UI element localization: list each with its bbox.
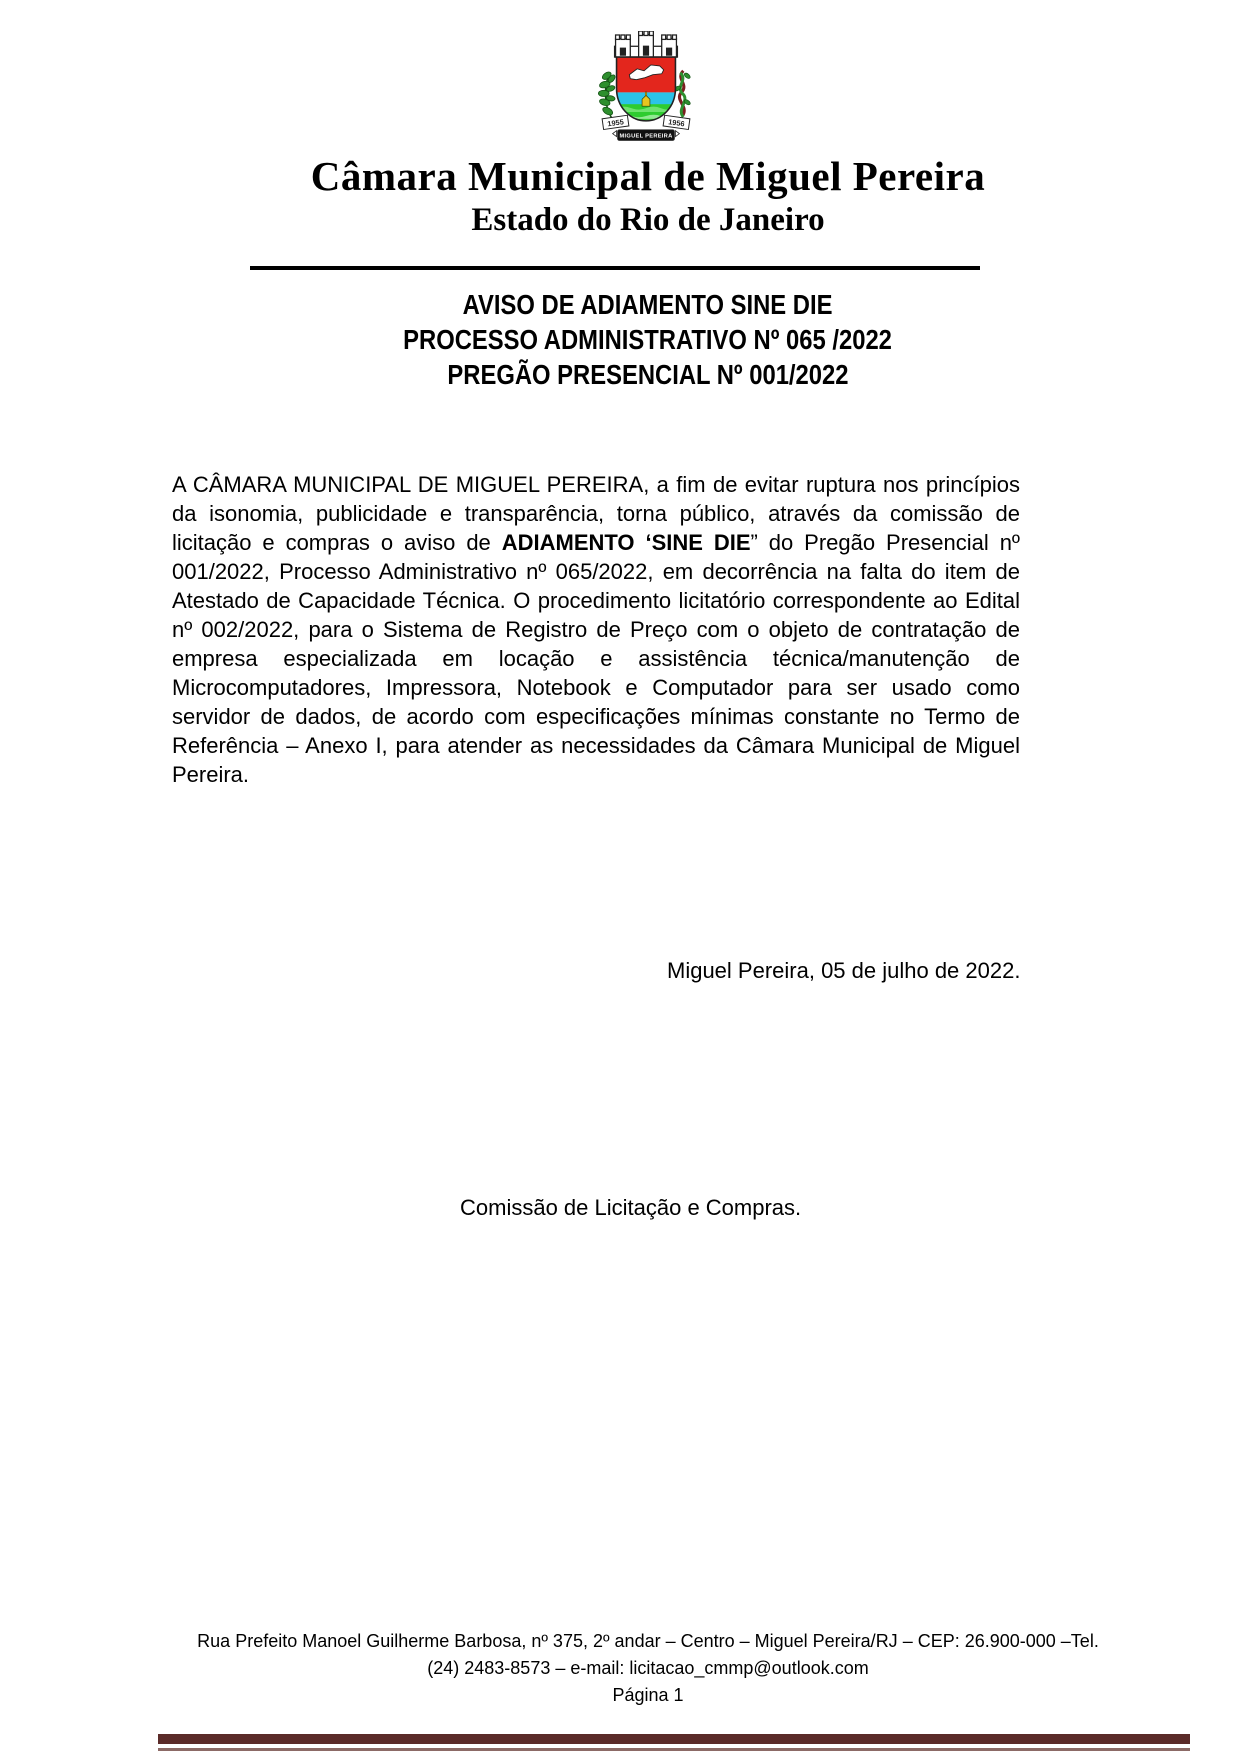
footer-contact: (24) 2483-8573 – e-mail: licitacao_cmmp@outlook.com — [427, 1658, 869, 1678]
body-line: Pereira. — [172, 762, 250, 787]
notice-line-3: PREGÃO PRESENCIAL Nº 001/2022 — [447, 359, 849, 390]
ribbon-1955 — [602, 115, 629, 129]
signature-line: Comissão de Licitação e Compras. — [460, 1195, 802, 1220]
body-paragraph — [172, 470, 1020, 789]
date-line: Miguel Pereira, 05 de julho de 2022. — [667, 958, 1021, 983]
header-divider-line — [250, 266, 980, 270]
body-line: licitação e compras o aviso de ADIAMENTO ‘SINE DIE” do Pregão Presencial nº — [172, 530, 1020, 555]
page-title: Câmara Municipal de Miguel Pereira — [310, 153, 986, 199]
ribbon-1956 — [663, 115, 690, 129]
coat-of-arms-icon — [592, 31, 700, 145]
notice-heading — [56, 287, 1240, 392]
footer-border — [158, 1734, 1190, 1751]
mural-crown-icon — [615, 31, 678, 57]
body-line: servidor de dados, de acordo com especificações mínimas constante no Termo de — [172, 704, 1020, 729]
footer-border-thick-line — [158, 1734, 1190, 1744]
notice-line-2: PROCESSO ADMINISTRATIVO Nº 065 /2022 — [403, 324, 893, 355]
body-line: nº 002/2022, para o Sistema de Registro de Preço com o objeto de contratação de — [172, 617, 1020, 642]
name-banner — [613, 130, 680, 141]
svg-text:1956: 1956 — [667, 117, 686, 129]
laurel-branch-icon — [598, 70, 616, 117]
body-line: A CÂMARA MUNICIPAL DE MIGUEL PEREIRA, a fim de evitar ruptura nos princípios — [172, 472, 1020, 497]
page-subtitle: Estado do Rio de Janeiro — [471, 202, 825, 238]
body-line: Referência – Anexo I, para atender as necessidades da Câmara Municipal de Miguel — [172, 733, 1020, 758]
municipal-coat-of-arms — [592, 31, 700, 145]
body-line: Atestado de Capacidade Técnica. O procedimento licitatório correspondente ao Edital — [172, 588, 1020, 613]
svg-text:MIGUEL PEREIRA: MIGUEL PEREIRA — [619, 133, 673, 140]
page-footer — [56, 1628, 1240, 1709]
footer-address: Rua Prefeito Manoel Guilherme Barbosa, nº 375, 2º andar – Centro – Miguel Pereira/RJ – CEP: 26.900-000 –Tel. — [197, 1631, 1099, 1651]
svg-text:1955: 1955 — [606, 117, 625, 129]
notice-line-1: AVISO DE ADIAMENTO SINE DIE — [463, 289, 833, 320]
body-line: Microcomputadores, Impressora, Notebook e Computador para ser usado como — [172, 675, 1020, 700]
body-line: da isonomia, publicidade e transparência, torna público, através da comissão de — [172, 501, 1020, 526]
footer-border-thin-line — [158, 1748, 1190, 1751]
body-line: empresa especializada em locação e assistência técnica/manutenção de — [172, 646, 1020, 671]
footer-page-number: Página 1 — [612, 1685, 684, 1705]
body-line: 001/2022, Processo Administrativo nº 065/2022, em decorrência na falta do item de — [172, 559, 1020, 584]
shield-icon — [617, 57, 676, 124]
